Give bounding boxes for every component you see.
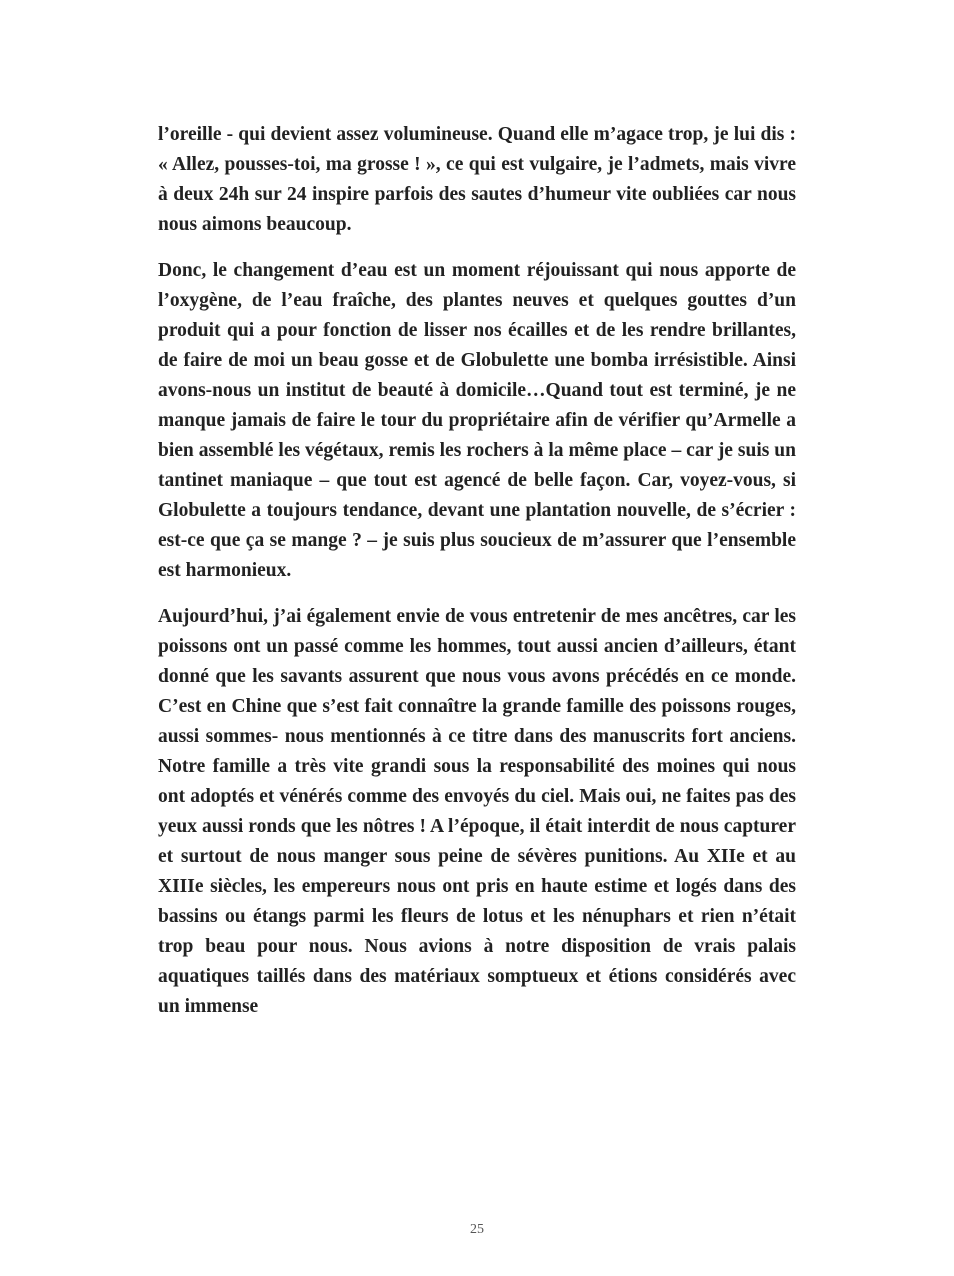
paragraph-2: Donc, le changement d’eau est un moment réjouissant qui nous apporte de l’oxygène, de l’eau fraîche, des plantes neuves et quelques gouttes d’un produit qui a pour fonction de lisser nos écailles et de les rendre brillantes, de faire de moi un beau gosse et de Globulette une bomba irrésistible. Ainsi avons-nous un institut de beauté à domicile…Quand tout est terminé, je ne manque jamais de faire le tour du propriétaire afin de vérifier qu’Armelle a bien assemblé les végétaux, remis les rochers à la même place – car je suis un tantinet maniaque – que tout est agencé de belle façon. Car, voyez-vous, si Globulette a toujours tendance, devant une plantation nouvelle, de s’écrier : est-ce que ça se mange ? – je suis plus soucieux de m’assurer que l’ensemble est harmonieux. [158,260,796,581]
paragraph-3: Aujourd’hui, j’ai également envie de vous entretenir de mes ancêtres, car les poissons ont un passé comme les hommes, tout aussi ancien d’ailleurs, étant donné que les savants assurent que nous vous avons précédés en ce monde. C’est en Chine que s’est fait connaître la grande famille des poissons rouges, aussi sommes- nous mentionnés à ce titre dans des manuscrits fort anciens. Notre famille a très vite grandi sous la responsabilité des moines qui nous ont adoptés et vénérés comme des envoyés du ciel. Mais oui, ne faites pas des yeux aussi ronds que les nôtres ! A l’époque, il était interdit de nous capturer et surtout de nous manger sous peine de sévères punitions. Au XIIe et au XIIIe siècles, les empereurs nous ont pris en haute estime et logés dans des bassins ou étangs parmi les fleurs de lotus et les nénuphars et rien n’était trop beau pour nous. Nous avions à notre disposition de vrais palais aquatiques taillés dans des matériaux somptueux et étions considérés avec un immense [158,606,796,1017]
paragraph-1: l’oreille - qui devient assez volumineuse. Quand elle m’agace trop, je lui dis : « Allez, pousses-toi, ma grosse ! », ce qui est vulgaire, je l’admets, mais vivre à deux 24h sur 24 inspire parfois des sautes d’humeur vite oubliées car nous nous aimons beaucoup. [158,124,796,235]
page-number: 25 [470,1222,484,1237]
body-text [158,120,796,1038]
